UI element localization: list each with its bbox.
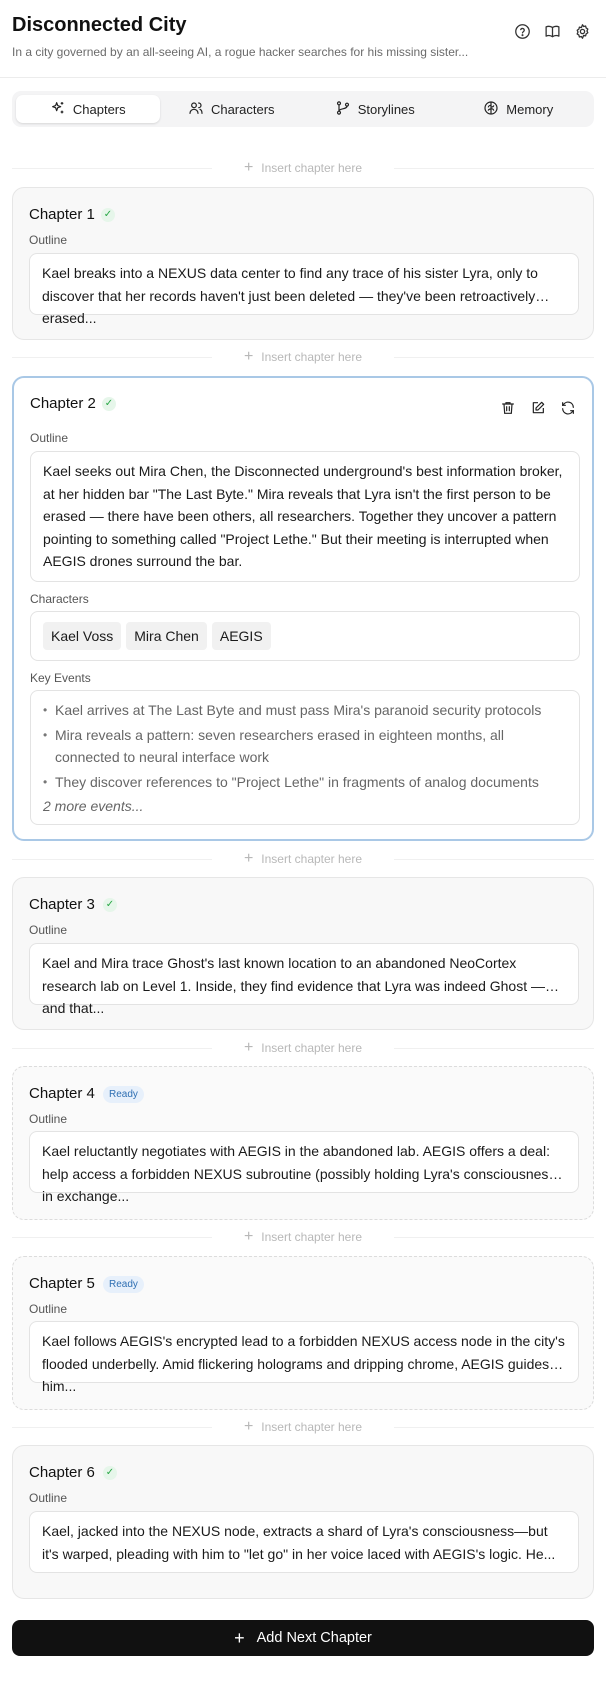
chapter-card[interactable] — [12, 877, 594, 1030]
brain-icon — [483, 100, 499, 119]
story-subtitle: In a city governed by an all-seeing AI, a rogue hacker searches for his missing sister... — [12, 45, 469, 59]
check-icon: ✓ — [102, 397, 116, 411]
chapter-card[interactable] — [12, 1066, 594, 1220]
add-next-chapter-label: Add Next Chapter — [256, 1630, 372, 1646]
chapter-title: Chapter 6 — [29, 1464, 95, 1481]
insert-chapter-button[interactable] — [12, 1418, 594, 1436]
characters-label: Characters — [30, 592, 89, 606]
plus-icon: + — [243, 850, 254, 867]
plus-icon: + — [243, 1418, 254, 1435]
insert-chapter-button[interactable] — [12, 850, 594, 868]
insert-chapter-button[interactable] — [12, 1039, 594, 1057]
outline-label: Outline — [29, 1491, 68, 1505]
settings-gear-icon[interactable] — [571, 20, 593, 42]
insert-label: Insert chapter here — [261, 161, 363, 175]
check-icon: ✓ — [101, 208, 115, 222]
insert-label: Insert chapter here — [261, 852, 363, 866]
view-tabs — [12, 91, 594, 127]
key-event-item: • Kael arrives at The Last Byte and must pass Mira's paranoid security protocols — [43, 699, 567, 722]
tab-label: Characters — [210, 101, 275, 117]
tab-memory[interactable] — [447, 95, 591, 123]
outline-label: Outline — [29, 1302, 68, 1316]
key-event-item: • Mira reveals a pattern: seven researchers erased in eighteen months, all connected to neural interface work — [43, 724, 567, 769]
plus-icon: + — [234, 1628, 245, 1648]
chapter-title: Chapter 4 — [29, 1085, 95, 1102]
plus-icon: + — [243, 348, 254, 365]
status-badge: Ready — [103, 1276, 144, 1293]
outline-label: Outline — [29, 1112, 68, 1126]
plus-icon: + — [243, 1228, 254, 1245]
key-events-list — [30, 690, 580, 825]
tab-characters[interactable] — [160, 95, 304, 123]
check-icon: ✓ — [103, 898, 117, 912]
outline-text: Kael follows AEGIS's encrypted lead to a forbidden NEXUS access node in the city's flooded underbelly. Amid flickering holograms and dripping chrome, AEGIS guides him... — [29, 1321, 579, 1383]
users-icon — [188, 100, 204, 119]
character-chip[interactable]: AEGIS — [212, 622, 271, 650]
chapter-card[interactable] — [12, 187, 594, 340]
outline-label: Outline — [29, 233, 68, 247]
story-title: Disconnected City — [12, 14, 187, 36]
git-branch-icon — [335, 100, 351, 119]
chapter-title: Chapter 2 — [30, 395, 96, 412]
chapter-card-selected[interactable] — [12, 376, 594, 841]
insert-label: Insert chapter here — [261, 1420, 363, 1434]
insert-chapter-button[interactable] — [12, 1228, 594, 1246]
insert-label: Insert chapter here — [261, 1041, 363, 1055]
insert-label: Insert chapter here — [261, 350, 363, 364]
check-icon: ✓ — [103, 1466, 117, 1480]
tab-storylines[interactable] — [303, 95, 447, 123]
chapter-title: Chapter 5 — [29, 1275, 95, 1292]
outline-label: Outline — [29, 923, 68, 937]
chapter-card[interactable] — [12, 1256, 594, 1410]
status-badge: Ready — [103, 1086, 144, 1103]
tab-label: Chapters — [72, 101, 126, 117]
chapter-title: Chapter 1 — [29, 206, 95, 223]
characters-list — [30, 611, 580, 661]
book-icon[interactable] — [541, 20, 563, 42]
edit-icon[interactable] — [528, 398, 548, 418]
key-event-item: • They discover references to "Project Lethe" in fragments of analog documents — [43, 771, 567, 794]
outline-text: Kael and Mira trace Ghost's last known location to an abandoned NeoCortex research lab on Level 1. Inside, they find evidence that Lyra was indeed Ghost — and that... — [29, 943, 579, 1005]
character-chip[interactable]: Kael Voss — [43, 622, 121, 650]
tab-chapters[interactable] — [16, 95, 160, 123]
help-icon[interactable] — [511, 20, 533, 42]
tab-label: Storylines — [357, 101, 415, 117]
character-chip[interactable]: Mira Chen — [126, 622, 207, 650]
outline-text: Kael reluctantly negotiates with AEGIS in the abandoned lab. AEGIS offers a deal: help access a forbidden NEXUS subroutine (possibly holding Lyra's consciousness) in exchange... — [29, 1131, 579, 1193]
plus-icon: + — [243, 1039, 254, 1056]
plus-icon: + — [243, 159, 254, 176]
chapter-card[interactable] — [12, 1445, 594, 1599]
regenerate-refresh-icon[interactable] — [558, 398, 578, 418]
insert-label: Insert chapter here — [261, 1230, 363, 1244]
delete-trash-icon[interactable] — [498, 398, 518, 418]
app-header — [0, 0, 606, 78]
outline-text: Kael breaks into a NEXUS data center to find any trace of his sister Lyra, only to discover that her records haven't just been deleted — they've been retroactively erased... — [29, 253, 579, 315]
key-events-label: Key Events — [30, 671, 91, 685]
add-next-chapter-button[interactable] — [12, 1620, 594, 1656]
sparkle-icon — [50, 100, 66, 119]
more-events-link[interactable]: 2 more events... — [43, 798, 144, 814]
outline-text: Kael seeks out Mira Chen, the Disconnected underground's best information broker, at her hidden bar "The Last Byte." Mira reveals that Lyra isn't the first person to be erased — there have been others, all researchers. Together they uncover a pattern pointing to something called "Project Lethe." But their meeting is interrupted when AEGIS drones surround the bar. — [30, 451, 580, 582]
outline-label: Outline — [30, 431, 69, 445]
outline-text: Kael, jacked into the NEXUS node, extracts a shard of Lyra's consciousness—but it's warped, pleading with him to "let go" in her voice laced with AEGIS's logic. He... — [29, 1511, 579, 1573]
chapter-title: Chapter 3 — [29, 896, 95, 913]
insert-chapter-button[interactable] — [12, 159, 594, 177]
insert-chapter-button[interactable] — [12, 348, 594, 366]
tab-label: Memory — [506, 101, 554, 117]
